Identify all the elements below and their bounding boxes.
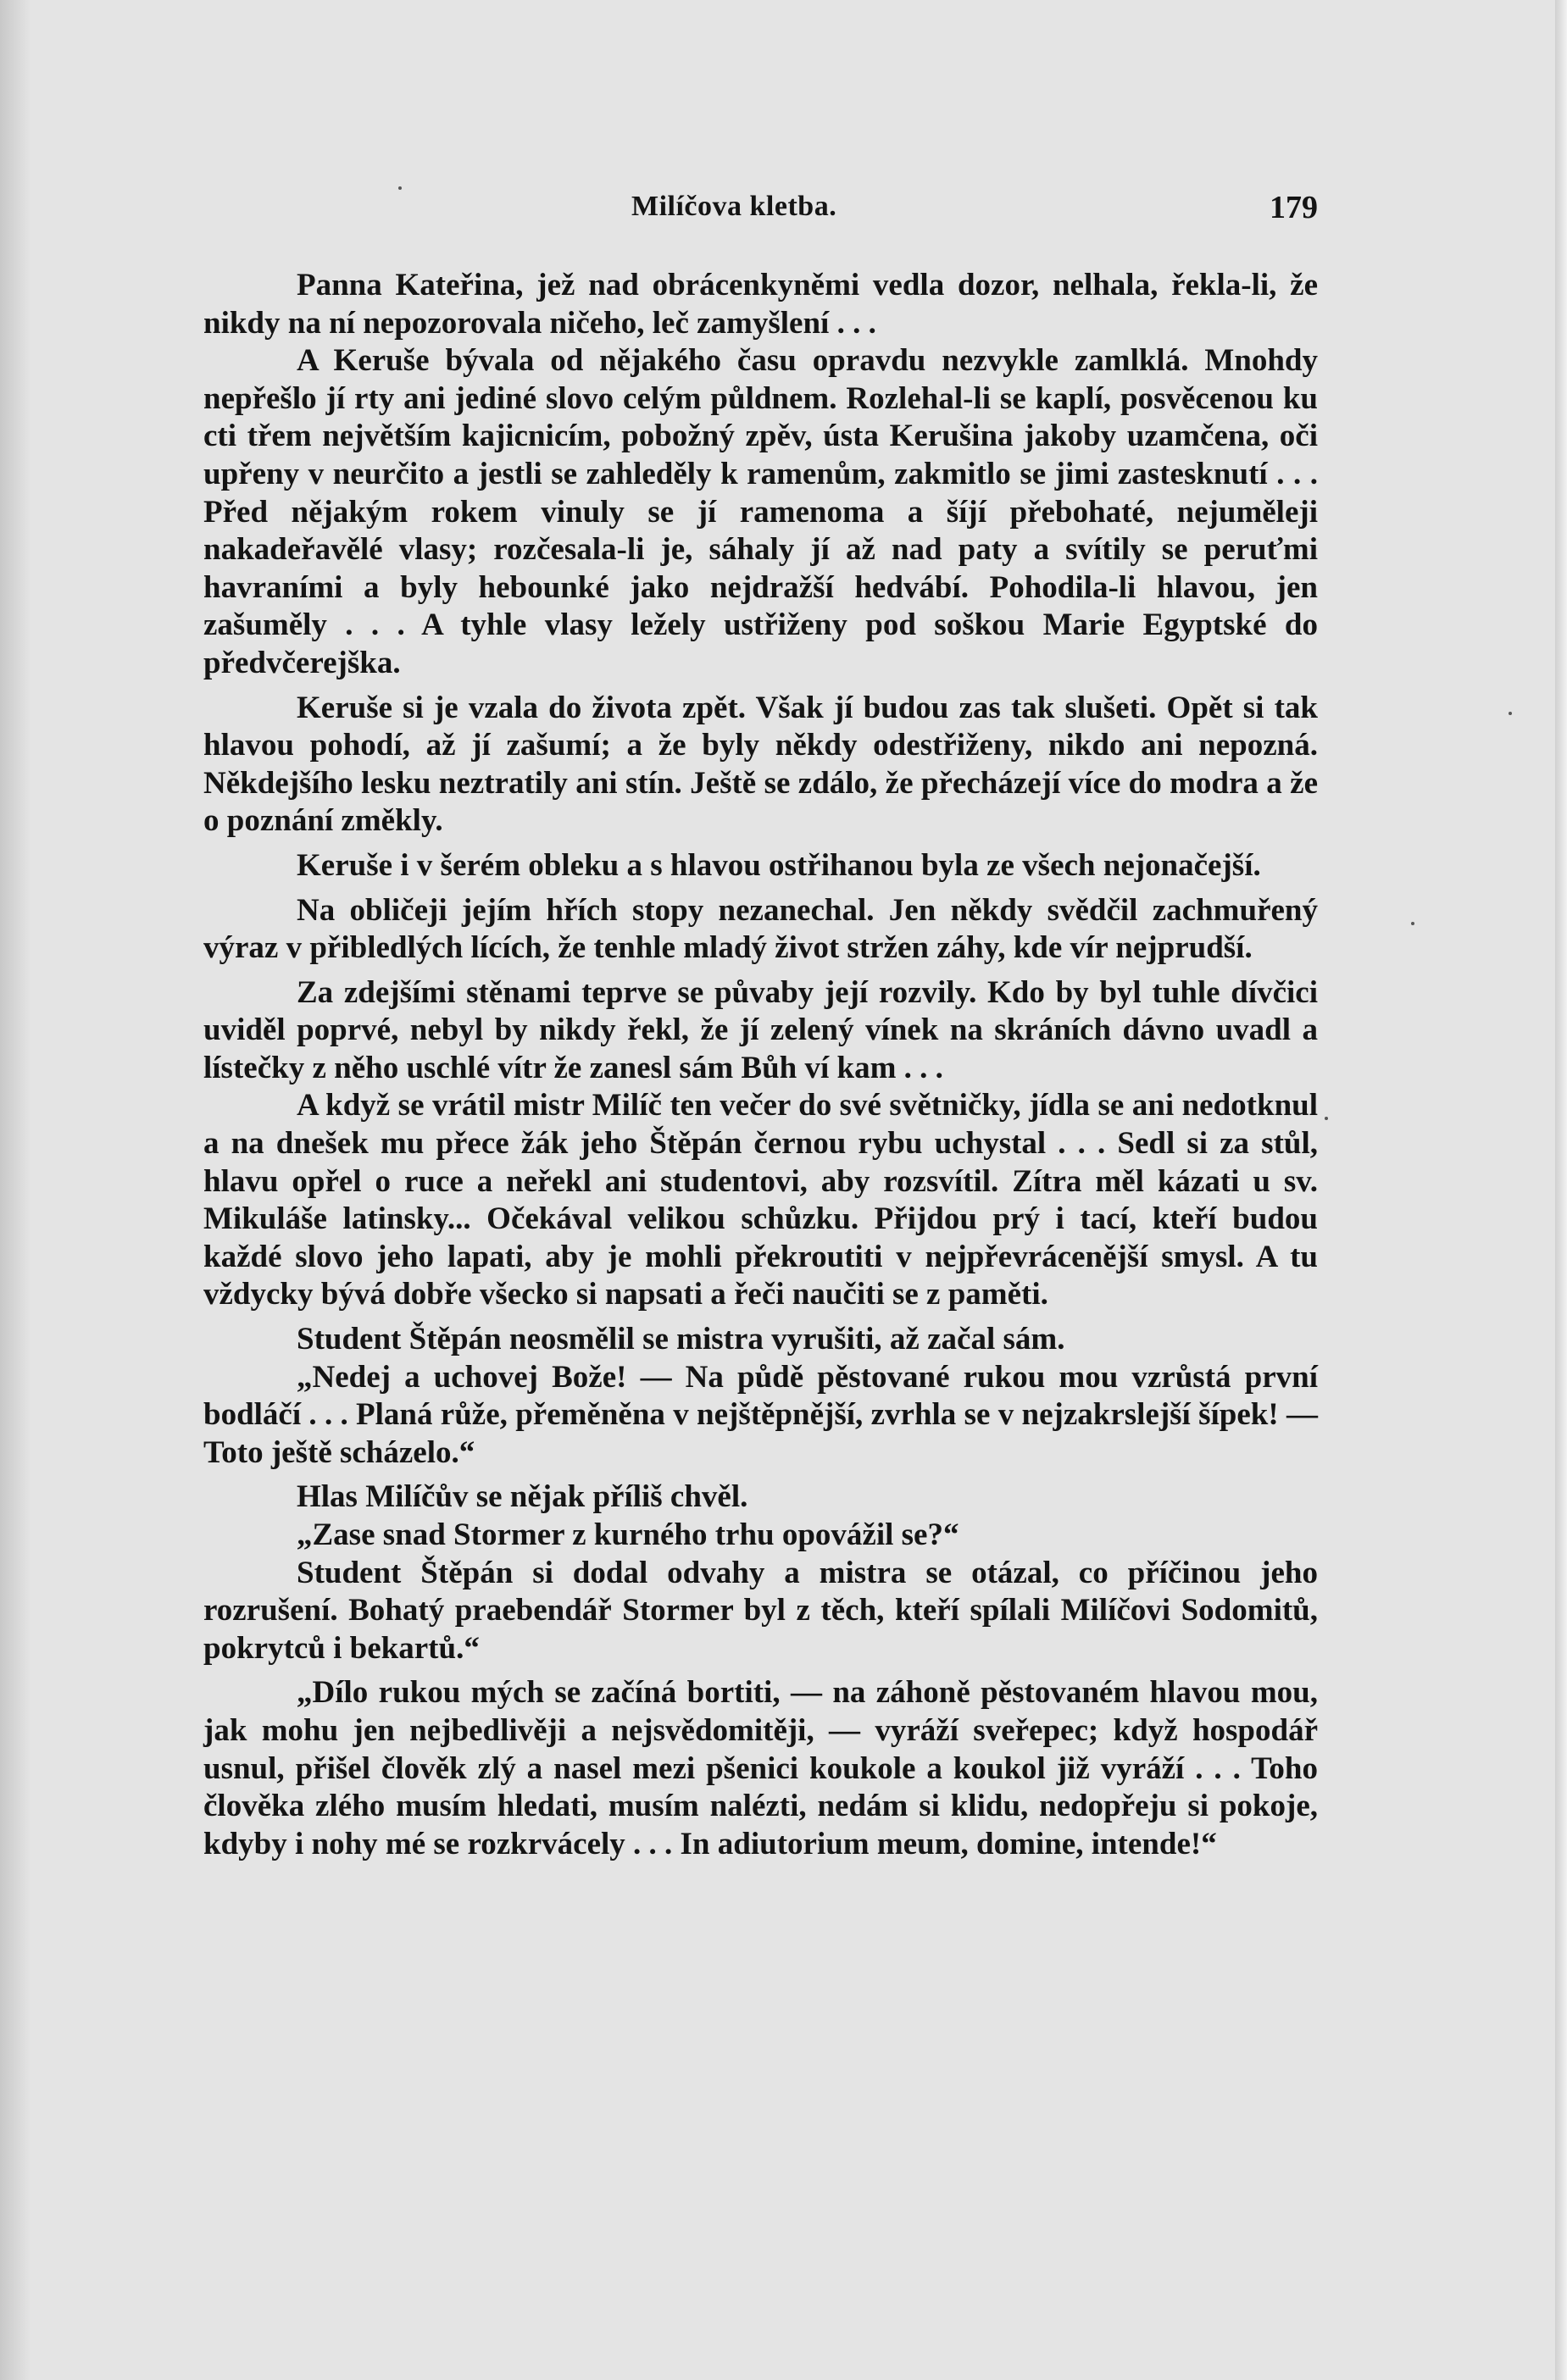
dust-speck: [1325, 1117, 1328, 1120]
paragraph: „Dílo rukou mých se začíná bortiti, — na záhoně pěstovaném hlavou mou, jak mohu jen nejbedlivěji a nejsvědomitěji, — vyráží sveřepec; když hospodář usnul, přišel člověk zlý a nasel mezi pšenici koukole a koukol již vyráží . . . Toho člověka zlého musím hledati, musím nalézti, nedám si klidu, nedopřeju si pokoje, kdyby i nohy mé se rozkrvácely . . . In adiutorium meum, domine, intende!“: [203, 1675, 1318, 1861]
dust-speck: [1411, 922, 1414, 925]
page-right-edge: [1555, 0, 1567, 2380]
paragraph: Student Štěpán neosmělil se mistra vyrušiti, až začal sám.: [297, 1322, 1065, 1357]
paragraph: „Nedej a uchovej Bože! — Na půdě pěstované rukou mou vzrůstá první bodláčí . . . Planá růže, přeměněna v nejštěpnější, zvrhla se v nejzakrslejší šípek! — Toto ještě scházelo.“: [203, 1359, 1318, 1470]
page-left-edge-shadow: [0, 0, 31, 2380]
paragraph: Student Štěpán si dodal odvahy a mistra se otázal, co příčinou jeho rozrušení. Bohatý praebendář Stormer byl z těch, kteří spílali Milíčovi Sodomitů, pokrytců i bekartů.“: [203, 1555, 1318, 1666]
page-number: 179: [1270, 190, 1318, 225]
paragraph: Keruše i v šerém obleku a s hlavou ostřihanou byla ze všech nejonačejší.: [297, 847, 1261, 883]
paragraph: Panna Kateřina, jež nad obrácenkyněmi vedla dozor, nelhala, řekla-li, že nikdy na ní nepozorovala ničeho, leč zamyšlení . . .: [203, 268, 1318, 341]
paragraph: „Zase snad Stormer z kurného trhu opovážil se?“: [297, 1517, 959, 1552]
paragraph: Za zdejšími stěnami teprve se půvaby její rozvily. Kdo by byl tuhle dívčici uviděl poprvé, nebyl by nikdy řekl, že jí zelený vínek na skráních dávno uvadl a lístečky z něho uschlé vítr že zanesl sám Bůh ví kam . . .: [203, 974, 1318, 1085]
book-page: [203, 174, 1318, 2190]
paragraph: Na obličeji jejím hřích stopy nezanechal. Jen někdy svědčil zachmuřený výraz v přibledlých lících, že tenhle mladý život stržen záhy, kde vír nejprudší.: [203, 892, 1318, 966]
paragraph: A když se vrátil mistr Milíč ten večer do své světničky, jídla se ani nedotknul a na dnešek mu přece žák jeho Štěpán černou rybu uchystal . . . Sedl si za stůl, hlavu opřel o ruce a neřekl ani studentovi, aby rozsvítil. Zítra měl kázati u sv. Mikuláše latinsky... Očekával velikou schůzku. Přijdou prý i tací, kteří budou každé slovo jeho lapati, aby je mohli překroutiti v nejpřevrácenější smysl. A tu vždycky bývá dobře všecko si napsati a řeči naučiti se z paměti.: [203, 1088, 1318, 1312]
paragraph: A Keruše bývala od nějakého času opravdu nezvykle zamlklá. Mnohdy nepřešlo jí rty ani jediné slovo celým půldnem. Rozlehal-li se kaplí, posvěcenou ku cti třem největším kajicnicím, pobožný zpěv, ústa Kerušina jakoby uzamčena, oči upřeny v neurčito a jestli se zahleděly k ramenům, zakmitlo se jimi zastesknutí . . . Před nějakým rokem vinuly se jí ramenoma a šíjí přebohaté, nejuměleji nakadeřavělé vlasy; rozčesala-li je, sáhaly jí až nad paty a svítily se peruťmi havraními a byly hebounké jako nejdražší hedvábí. Pohodila-li hlavou, jen zašuměly . . . A tyhle vlasy ležely ustřiženy pod soškou Marie Egyptské do předvčerejška.: [203, 343, 1318, 680]
page-body: [203, 267, 1318, 1863]
dust-speck: [1509, 712, 1512, 715]
paragraph: Hlas Milíčův se nějak příliš chvěl.: [297, 1479, 748, 1515]
page-header: [203, 174, 1318, 233]
running-title: Milíčova kletba.: [631, 191, 837, 222]
paragraph: Keruše si je vzala do života zpět. Však jí budou zas tak slušeti. Opět si tak hlavou pohodí, až jí zašumí; a že byly někdy odestřiženy, nikdo ani nepozná. Někdejšího lesku neztratily ani stín. Ještě se zdálo, že přecházejí více do modra a že o poznání změkly.: [203, 690, 1318, 839]
